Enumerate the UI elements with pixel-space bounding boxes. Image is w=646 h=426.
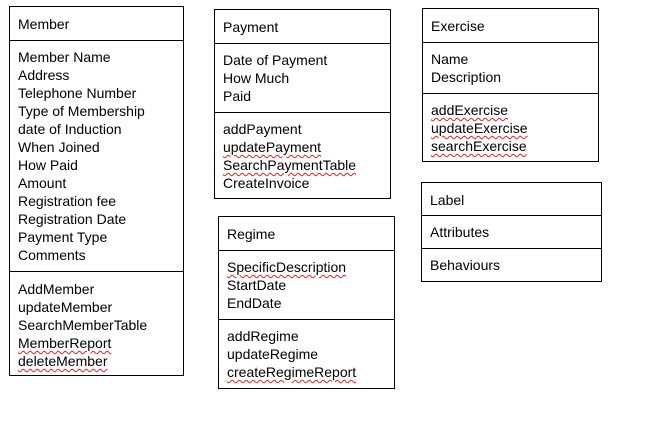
regime-method: updateRegime bbox=[227, 346, 319, 362]
regime-methods-section bbox=[219, 320, 394, 381]
legend-attributes-section bbox=[422, 216, 601, 249]
member-methods-section bbox=[10, 272, 183, 370]
exercise-method: addExercise bbox=[431, 102, 509, 118]
payment-attribute: Date of Payment bbox=[223, 52, 328, 68]
payment-method: updatePayment bbox=[223, 139, 322, 155]
legend-label: Label bbox=[430, 192, 465, 208]
exercise-methods-section bbox=[423, 94, 598, 155]
regime-attribute: StartDate bbox=[227, 277, 287, 293]
exercise-attributes-section bbox=[423, 43, 598, 94]
regime-attribute: SpecificDescription bbox=[227, 259, 347, 275]
payment-attributes-section bbox=[215, 44, 390, 113]
regime-method: addRegime bbox=[227, 328, 299, 344]
exercise-class-box bbox=[422, 8, 599, 162]
payment-method: SearchPaymentTable bbox=[223, 157, 357, 173]
member-title-section bbox=[10, 7, 183, 41]
member-method: deleteMember bbox=[18, 353, 108, 369]
exercise-method: searchExercise bbox=[431, 138, 527, 154]
payment-methods-section bbox=[215, 113, 390, 192]
exercise-title-section bbox=[423, 9, 598, 43]
exercise-class-title: Exercise bbox=[431, 18, 485, 34]
regime-attributes-section bbox=[219, 251, 394, 320]
legend-attributes: Attributes bbox=[430, 224, 490, 240]
member-attribute: Amount bbox=[18, 175, 67, 191]
member-method: SearchMemberTable bbox=[18, 317, 148, 333]
payment-method: CreateInvoice bbox=[223, 175, 310, 191]
payment-title-section bbox=[215, 10, 390, 44]
regime-class-box bbox=[218, 216, 395, 389]
member-attribute: How Paid bbox=[18, 157, 78, 173]
legend-behaviours-section bbox=[422, 249, 601, 274]
member-method: AddMember bbox=[18, 281, 95, 297]
member-class-box bbox=[9, 6, 184, 376]
member-class-title: Member bbox=[18, 16, 70, 32]
payment-method: addPayment bbox=[223, 121, 302, 137]
member-method: MemberReport bbox=[18, 335, 112, 351]
exercise-attribute: Description bbox=[431, 69, 502, 85]
member-attributes-section bbox=[10, 41, 183, 272]
regime-title-section bbox=[219, 217, 394, 251]
payment-class-box bbox=[214, 9, 391, 199]
member-attribute: Address bbox=[18, 67, 70, 83]
member-attribute: Payment Type bbox=[18, 229, 108, 245]
member-attribute: Comments bbox=[18, 247, 86, 263]
member-attribute: Member Name bbox=[18, 49, 111, 65]
legend-label-section bbox=[422, 183, 601, 216]
exercise-attribute: Name bbox=[431, 51, 469, 67]
payment-attribute: Paid bbox=[223, 88, 252, 104]
regime-class-title: Regime bbox=[227, 226, 276, 242]
member-attribute: Telephone Number bbox=[18, 85, 137, 101]
exercise-method: updateExercise bbox=[431, 120, 528, 136]
member-attribute: date of Induction bbox=[18, 121, 122, 137]
member-attribute: Registration fee bbox=[18, 193, 117, 209]
member-method: updateMember bbox=[18, 299, 113, 315]
legend-behaviours: Behaviours bbox=[430, 257, 501, 273]
regime-attribute: EndDate bbox=[227, 295, 282, 311]
legend-box bbox=[421, 182, 602, 282]
member-attribute: Registration Date bbox=[18, 211, 127, 227]
member-attribute: When Joined bbox=[18, 139, 100, 155]
payment-class-title: Payment bbox=[223, 19, 279, 35]
payment-attribute: How Much bbox=[223, 70, 290, 86]
member-attribute: Type of Membership bbox=[18, 103, 145, 119]
regime-method: createRegimeReport bbox=[227, 364, 357, 380]
